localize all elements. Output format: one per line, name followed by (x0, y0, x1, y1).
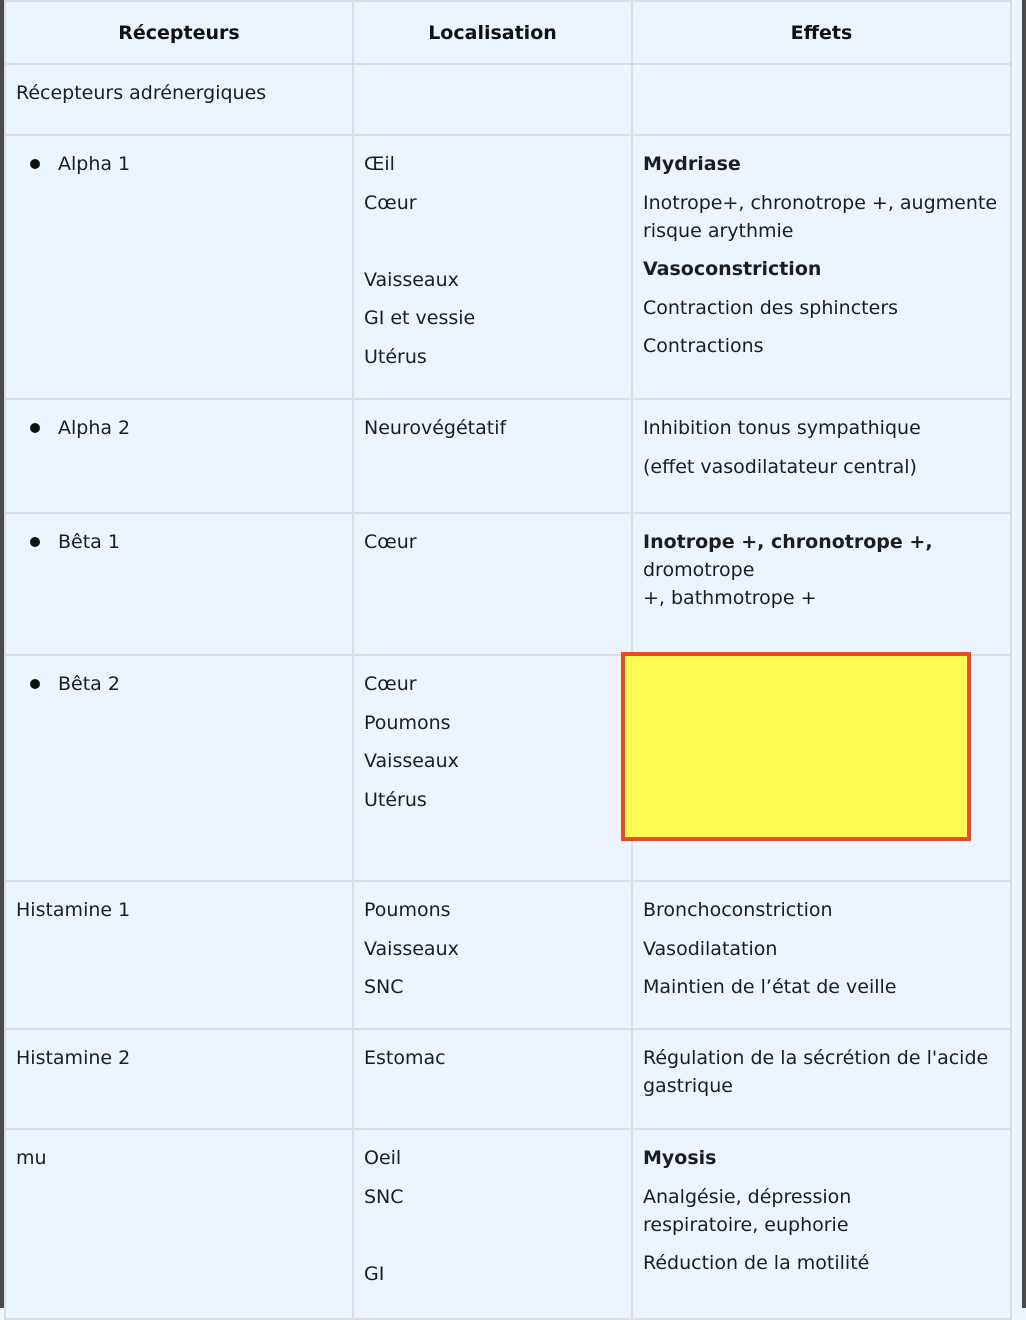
header-localisation: Localisation (353, 1, 632, 64)
effect-item: Maintien de l’état de veille (643, 976, 897, 998)
effect-item: Contraction des sphincters (643, 296, 899, 319)
effect-item: (effet vasodilatateur central) (643, 455, 917, 478)
effect-item: Myosis (643, 1147, 717, 1169)
location-item: Vaisseaux (364, 750, 459, 772)
effect-item: Régulation de la sécrétion de l'acide (643, 1047, 989, 1069)
location-item: Vaisseaux (364, 268, 459, 291)
location-item: Vaisseaux (364, 937, 459, 960)
effect-item: Bronchoconstriction (643, 899, 833, 921)
location-item: SNC (364, 1185, 404, 1208)
receptor-name: Bêta 2 (16, 670, 342, 698)
location-item: Neurovégétatif (364, 417, 507, 439)
receptor-name: mu (16, 1147, 47, 1169)
location-item: GI et vessie (364, 307, 476, 329)
location-item: Utérus (364, 345, 427, 368)
bullet-icon (30, 159, 40, 169)
effect-item: +, bathmotrope + (643, 587, 817, 609)
receptor-name: Histamine 1 (16, 899, 131, 921)
table-row (5, 64, 1011, 135)
effect-item: Inotrope+, chronotrope +, augmente (643, 191, 998, 214)
effect-item: Analgésie, dépression (643, 1185, 852, 1208)
table-row (5, 1129, 1011, 1319)
effect-item: Inhibition tonus sympathique (643, 417, 921, 439)
location-item: Cœur (364, 673, 417, 695)
effect-item: Vasodilatation (643, 937, 778, 960)
location-item: Poumons (364, 899, 451, 921)
location-item: Cœur (364, 191, 417, 214)
table-row (5, 881, 1011, 1029)
header-effets: Effets (632, 1, 1011, 64)
receptor-name: Alpha 2 (16, 414, 342, 442)
location-item: Oeil (364, 1147, 402, 1169)
location-item: GI (364, 1262, 385, 1285)
effect-item: Vasoconstriction (643, 258, 822, 280)
effect-item: respiratoire, euphorie (643, 1213, 849, 1236)
bullet-icon (30, 679, 40, 689)
effect-item: gastrique (643, 1075, 733, 1097)
table-row (5, 399, 1011, 513)
receptor-name: Histamine 2 (16, 1047, 131, 1069)
effect-item: Réduction de la motilité (643, 1252, 870, 1274)
table-row (5, 1029, 1011, 1129)
effect-item: Contractions (643, 335, 764, 357)
effect-item: Inotrope +, chronotrope +, dromotrope (643, 531, 933, 581)
receptor-name: Alpha 1 (16, 150, 342, 178)
highlight-box (621, 652, 971, 841)
bullet-icon (30, 537, 40, 547)
effect-item: Mydriase (643, 153, 741, 175)
location-item: Cœur (364, 531, 417, 553)
bullet-icon (30, 423, 40, 433)
table-row (5, 135, 1011, 399)
location-item: Poumons (364, 711, 451, 734)
location-item: Estomac (364, 1047, 446, 1069)
section-label: Récepteurs adrénergiques (16, 82, 267, 104)
effect-item: risque arythmie (643, 219, 794, 242)
location-item: Œil (364, 153, 395, 175)
table-row (5, 513, 1011, 655)
location-item: SNC (364, 976, 404, 998)
location-item: Utérus (364, 788, 427, 811)
header-recepteurs: Récepteurs (5, 1, 353, 64)
receptor-name: Bêta 1 (16, 528, 342, 556)
